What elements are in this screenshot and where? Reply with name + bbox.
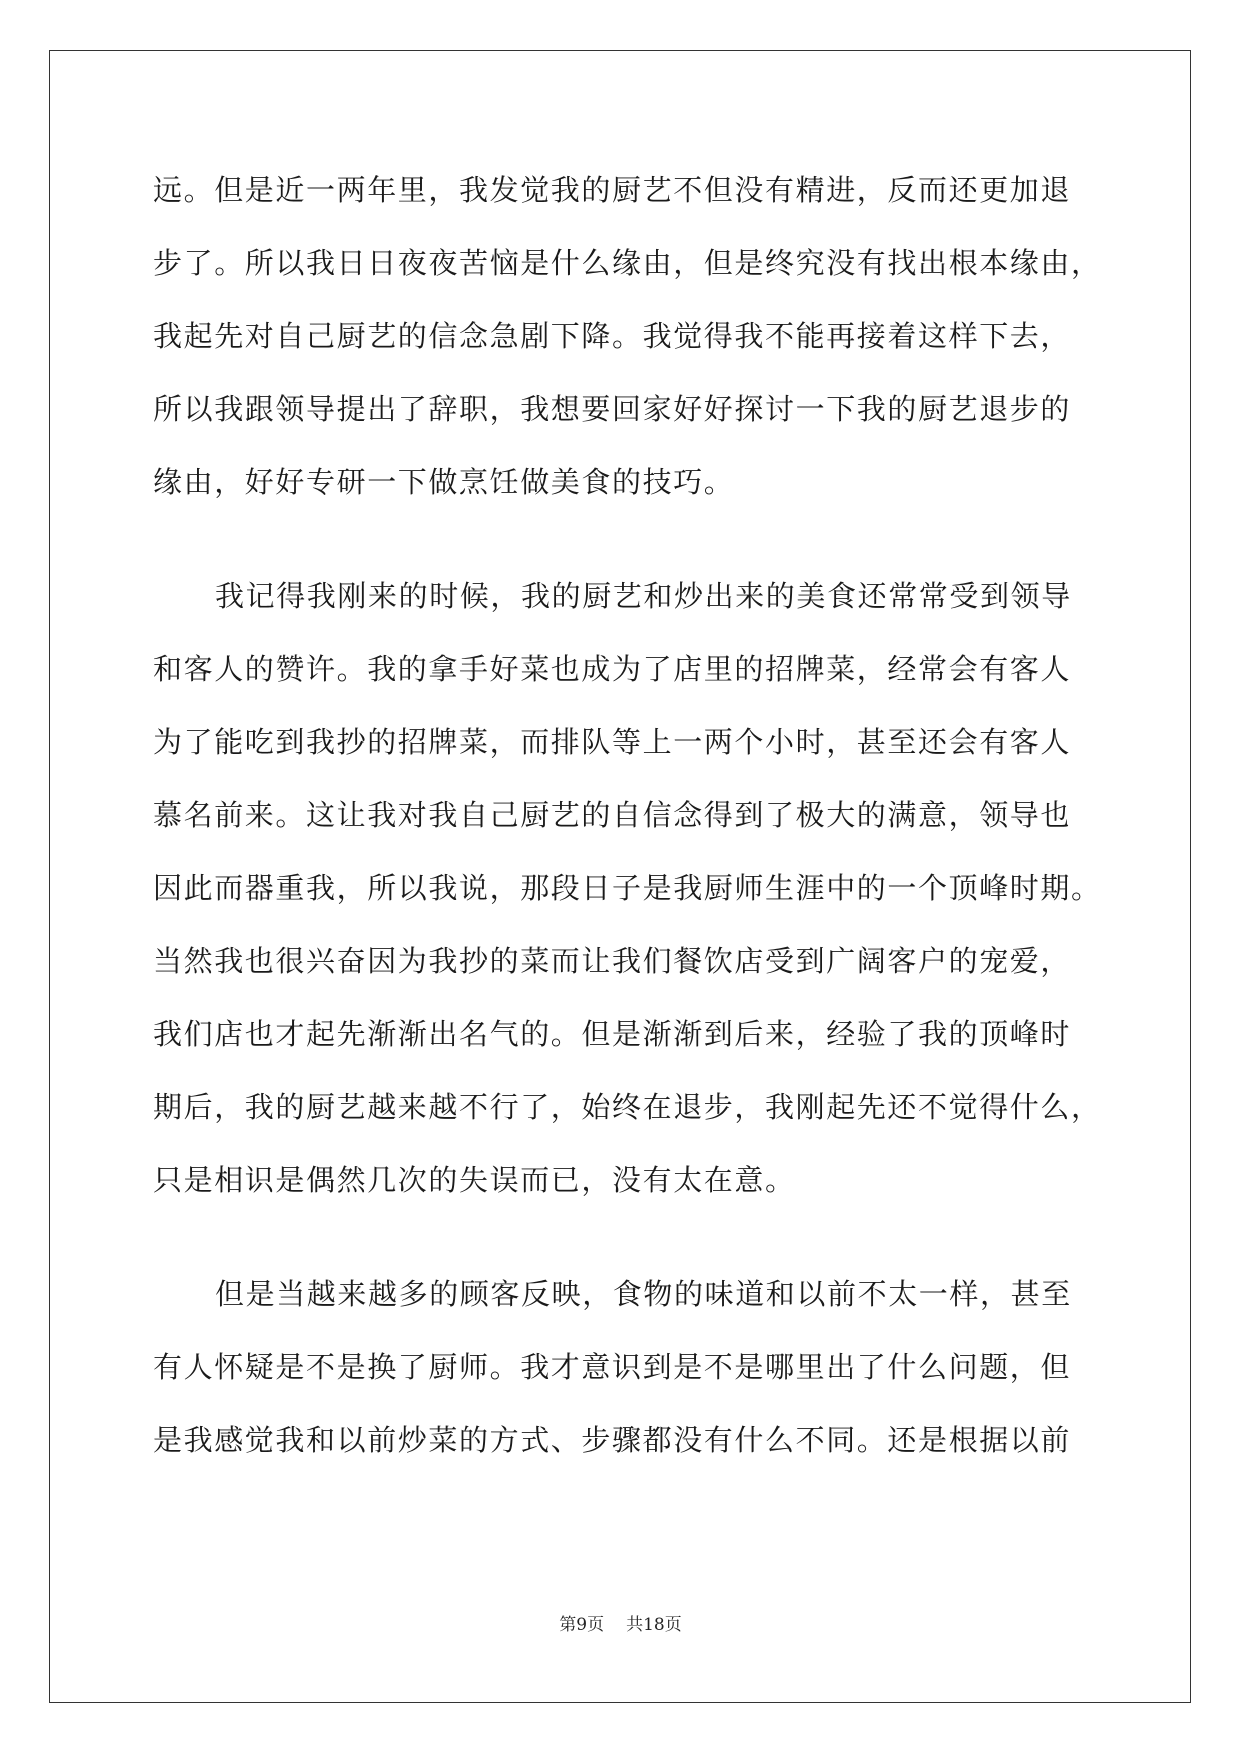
text-line-6: 我记得我刚来的时候，我的厨艺和炒出来的美食还常常受到领导: [215, 579, 1072, 613]
text-line-1: 远。但是近一两年里，我发觉我的厨艺不但没有精进，反而还更加退: [153, 173, 1072, 207]
text-line-2: 步了。所以我日日夜夜苦恼是什么缘由，但是终究没有找出根本缘由，: [153, 246, 1102, 280]
text-line-13: 期后，我的厨艺越来越不行了，始终在退步，我刚起先还不觉得什么，: [153, 1090, 1102, 1124]
text-line-14: 只是相识是偶然几次的失误而已，没有太在意。: [153, 1163, 796, 1197]
text-line-5: 缘由，好好专研一下做烹饪做美食的技巧。: [153, 465, 735, 499]
text-line-15: 但是当越来越多的顾客反映，食物的味道和以前不太一样，甚至: [215, 1277, 1072, 1311]
page-total: 共18页: [626, 1615, 682, 1635]
text-line-16: 有人怀疑是不是换了厨师。我才意识到是不是哪里出了什么问题，但: [153, 1350, 1072, 1384]
text-line-8: 为了能吃到我抄的招牌菜，而排队等上一两个小时，甚至还会有客人: [153, 725, 1072, 759]
page-number: 第9页: [559, 1615, 605, 1635]
text-line-3: 我起先对自己厨艺的信念急剧下降。我觉得我不能再接着这样下去，: [153, 319, 1072, 353]
text-line-4: 所以我跟领导提出了辞职，我想要回家好好探讨一下我的厨艺退步的: [153, 392, 1072, 426]
page-footer: [0, 1614, 1241, 1636]
text-line-7: 和客人的赞许。我的拿手好菜也成为了店里的招牌菜，经常会有客人: [153, 652, 1072, 686]
text-line-9: 慕名前来。这让我对我自己厨艺的自信念得到了极大的满意，领导也: [153, 798, 1072, 832]
text-line-12: 我们店也才起先渐渐出名气的。但是渐渐到后来，经验了我的顶峰时: [153, 1017, 1072, 1051]
text-line-17: 是我感觉我和以前炒菜的方式、步骤都没有什么不同。还是根据以前: [153, 1423, 1072, 1457]
text-line-11: 当然我也很兴奋因为我抄的菜而让我们餐饮店受到广阔客户的宠爱，: [153, 944, 1072, 978]
text-line-10: 因此而器重我，所以我说，那段日子是我厨师生涯中的一个顶峰时期。: [153, 871, 1102, 905]
